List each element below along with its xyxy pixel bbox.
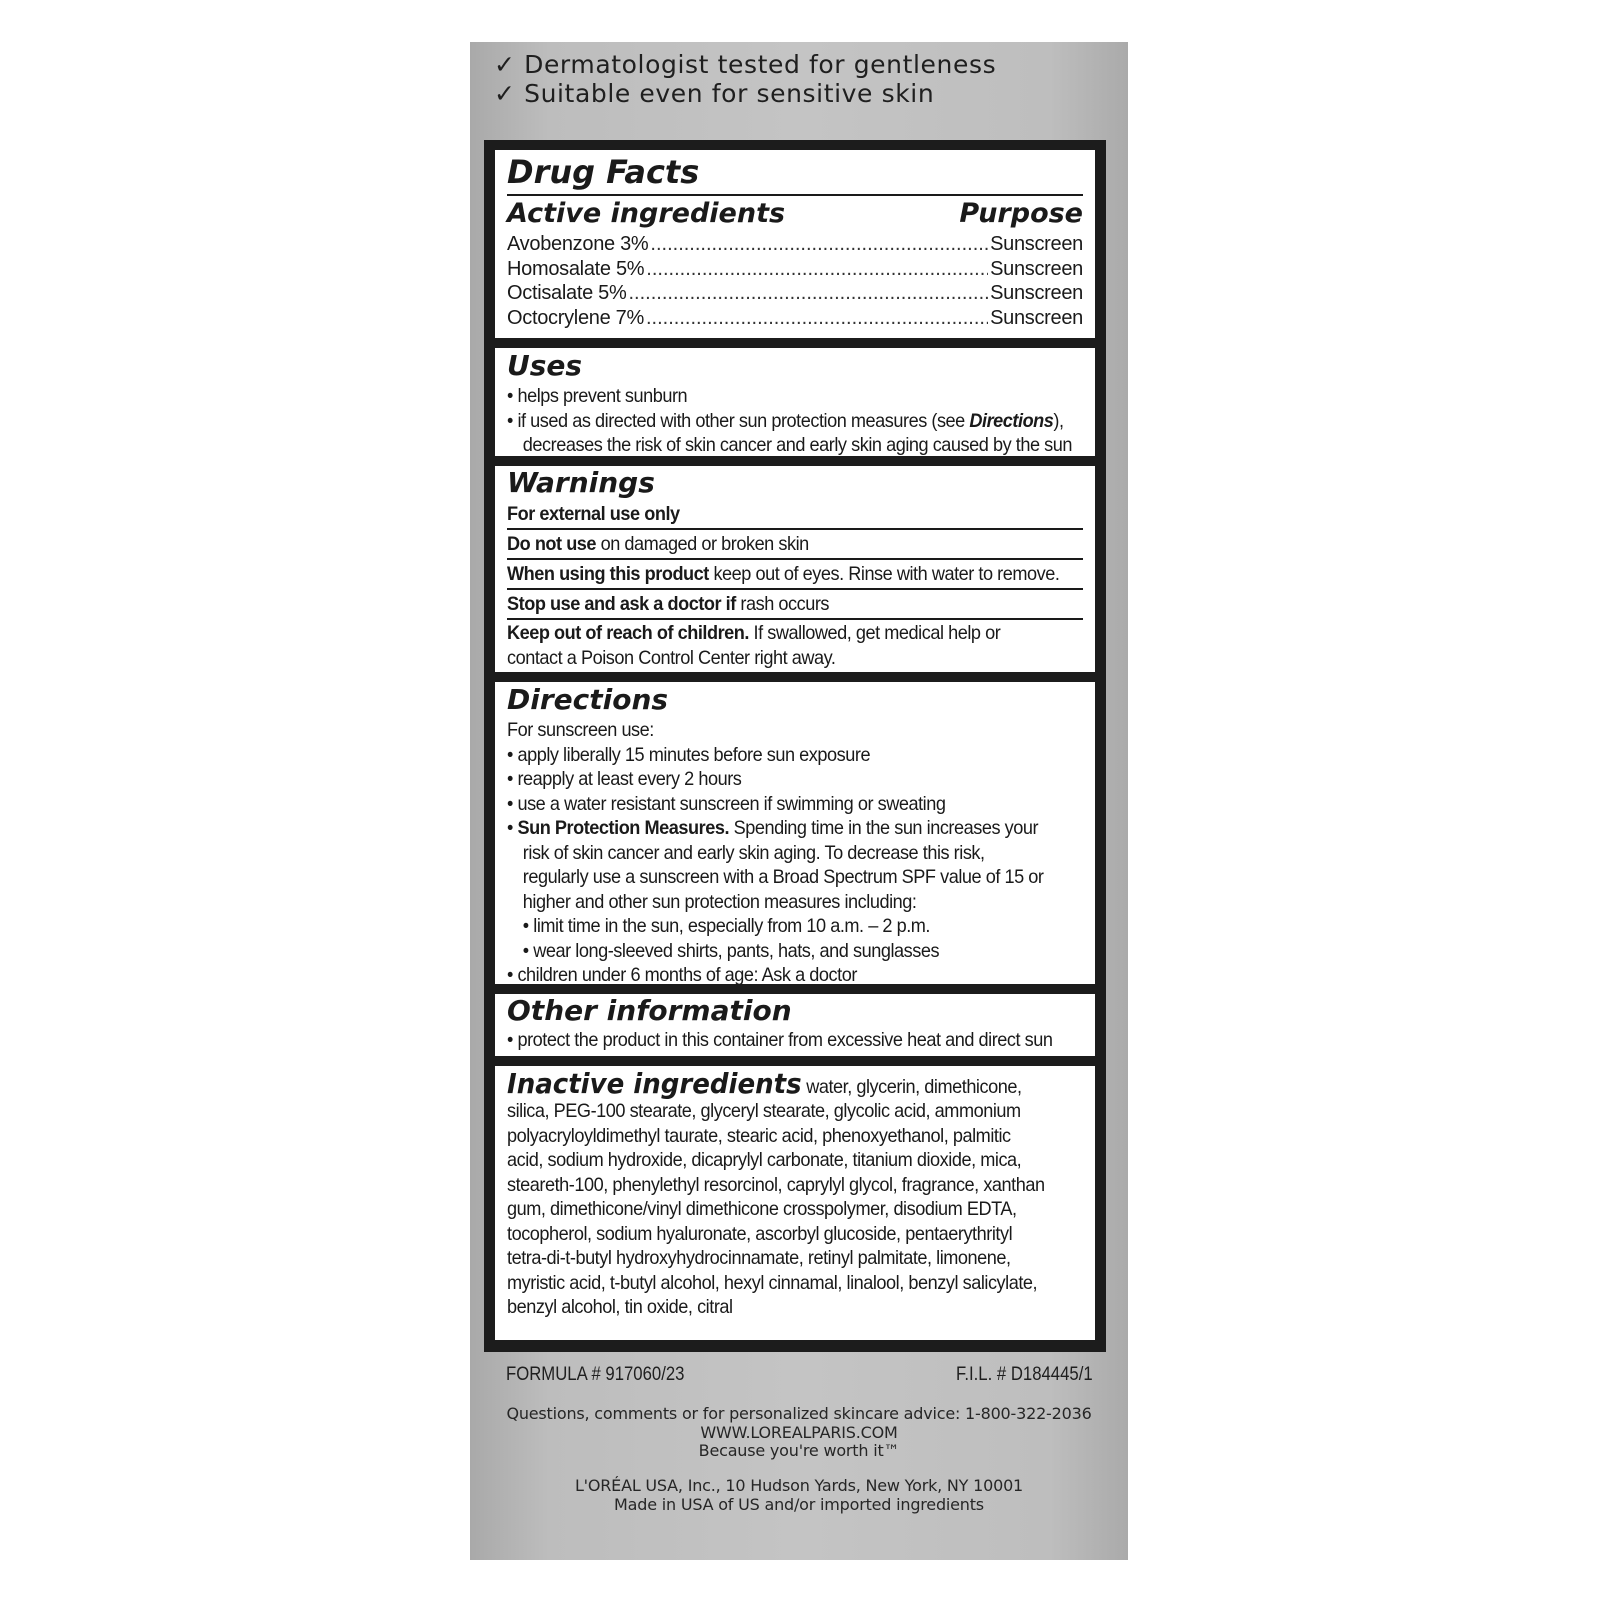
drug-facts-frame: [484, 140, 1106, 1352]
inactive-line: silica, PEG-100 stearate, glyceryl stearate, glycolic acid, ammonium: [507, 1100, 1021, 1122]
inactive-line: gum, dimethicone/vinyl dimethicone crosspolymer, disodium EDTA,: [507, 1198, 1017, 1220]
fil-number: F.I.L. # D184445/1: [956, 1364, 1093, 1385]
inactive-line: steareth-100, phenylethyl resorcinol, caprylyl glycol, fragrance, xanthan: [507, 1173, 1045, 1196]
claim-sensitive-skin: ✓ Suitable even for sensitive skin: [494, 79, 935, 108]
ingredient-row: Avobenzone 3% ..... Sunscreen: [507, 232, 1083, 257]
keep-out: Keep out of reach of children. If swallowed, get medical help or: [507, 622, 1001, 644]
directions-intro: For sunscreen use:: [507, 719, 654, 741]
inactive-ingredients-box: [495, 1066, 1095, 1340]
active-ingredients-box: [495, 150, 1095, 338]
directions-item: • use a water resistant sunscreen if swimming or sweating: [507, 792, 946, 815]
spm-line: higher and other sun protection measures including:: [522, 890, 917, 913]
sun-protection-measures: • Sun Protection Measures. Spending time in the sun increases your: [507, 817, 1039, 839]
when-using: When using this product keep out of eyes. Rinse with water to remove.: [507, 563, 1060, 585]
other-info-box: [495, 994, 1095, 1056]
stop-use: Stop use and ask a doctor if rash occurs: [507, 593, 830, 615]
inactive-line: myristic acid, t-butyl alcohol, hexyl cinnamal, linalool, benzyl salicylate,: [507, 1271, 1038, 1294]
tagline: Because you're worth it™: [698, 1441, 900, 1460]
uses-heading: Uses: [507, 349, 583, 382]
inactive-line: polyacryloyldimethyl taurate, stearic acid, phenoxyethanol, palmitic: [507, 1124, 1011, 1147]
external-use: For external use only: [507, 503, 680, 525]
directions-item: • reapply at least every 2 hours: [507, 768, 742, 790]
purpose-heading: Purpose: [959, 198, 1083, 229]
directions-item: • apply liberally 15 minutes before sun exposure: [507, 743, 871, 766]
made-in-line: Made in USA of US and/or imported ingredients: [614, 1494, 984, 1514]
directions-sub-item: • wear long-sleeved shirts, pants, hats, and sunglasses: [522, 939, 940, 962]
claims-list: [494, 50, 1114, 108]
inactive-line: benzyl alcohol, tin oxide, citral: [507, 1296, 733, 1318]
ingredient-row: Homosalate 5% ..... Sunscreen: [507, 257, 1083, 282]
ingredient-row: Octisalate 5% ..... Sunscreen: [507, 281, 1083, 306]
drug-facts-title: Drug Facts: [507, 153, 700, 191]
inactive-line: acid, sodium hydroxide, dicaprylyl carbonate, titanium dioxide, mica,: [507, 1149, 1022, 1171]
footer-address: [470, 1477, 1128, 1514]
uses-box: [495, 348, 1095, 456]
warnings-heading: Warnings: [507, 466, 655, 499]
keep-out-cont: contact a Poison Control Center right away.: [507, 647, 836, 669]
directions-children: • children under 6 months of age: Ask a doctor: [507, 964, 857, 986]
uses-item: • helps prevent sunburn: [507, 385, 688, 407]
directions-box: [495, 682, 1095, 984]
warnings-box: [495, 466, 1095, 672]
package-panel: [470, 42, 1128, 1560]
spm-line: regularly use a sunscreen with a Broad Spectrum SPF value of 15 or: [522, 866, 1044, 888]
address-line: L'ORÉAL USA, Inc., 10 Hudson Yards, New York, NY 10001: [574, 1476, 1024, 1495]
website-link[interactable]: WWW.LOREALPARIS.COM: [700, 1422, 898, 1442]
inactive-line: tocopherol, sodium hyaluronate, ascorbyl glucoside, pentaerythrityl: [507, 1222, 1013, 1245]
claim-dermatologist: ✓ Dermatologist tested for gentleness: [494, 50, 997, 79]
do-not-use: Do not use on damaged or broken skin: [507, 533, 809, 555]
uses-item: • if used as directed with other sun protection measures (see Directions),: [507, 409, 1064, 432]
inactive-first-line: Inactive ingredients water, glycerin, dimethicone,: [507, 1067, 1022, 1100]
formula-number: FORMULA # 917060/23: [506, 1364, 685, 1385]
uses-item-cont: decreases the risk of skin cancer and early skin aging caused by the sun: [522, 434, 1072, 456]
active-ingredients-heading: Active ingredients: [507, 198, 786, 229]
inactive-line: tetra-di-t-butyl hydroxyhydrocinnamate, retinyl palmitate, limonene,: [507, 1247, 1011, 1269]
inactive-heading: Inactive ingredients: [507, 1067, 802, 1100]
spm-line: risk of skin cancer and early skin aging. To decrease this risk,: [522, 841, 985, 864]
footer-contact: [470, 1405, 1128, 1461]
questions-line: Questions, comments or for personalized skincare advice: 1-800-322-2036: [506, 1404, 1092, 1423]
directions-heading: Directions: [507, 683, 669, 716]
other-info-heading: Other information: [507, 994, 792, 1027]
directions-sub-item: • limit time in the sun, especially from 10 a.m. – 2 p.m.: [522, 915, 931, 937]
other-info-item: • protect the product in this container from excessive heat and direct sun: [507, 1029, 1053, 1051]
ingredient-row: Octocrylene 7% ..... Sunscreen: [507, 306, 1083, 331]
